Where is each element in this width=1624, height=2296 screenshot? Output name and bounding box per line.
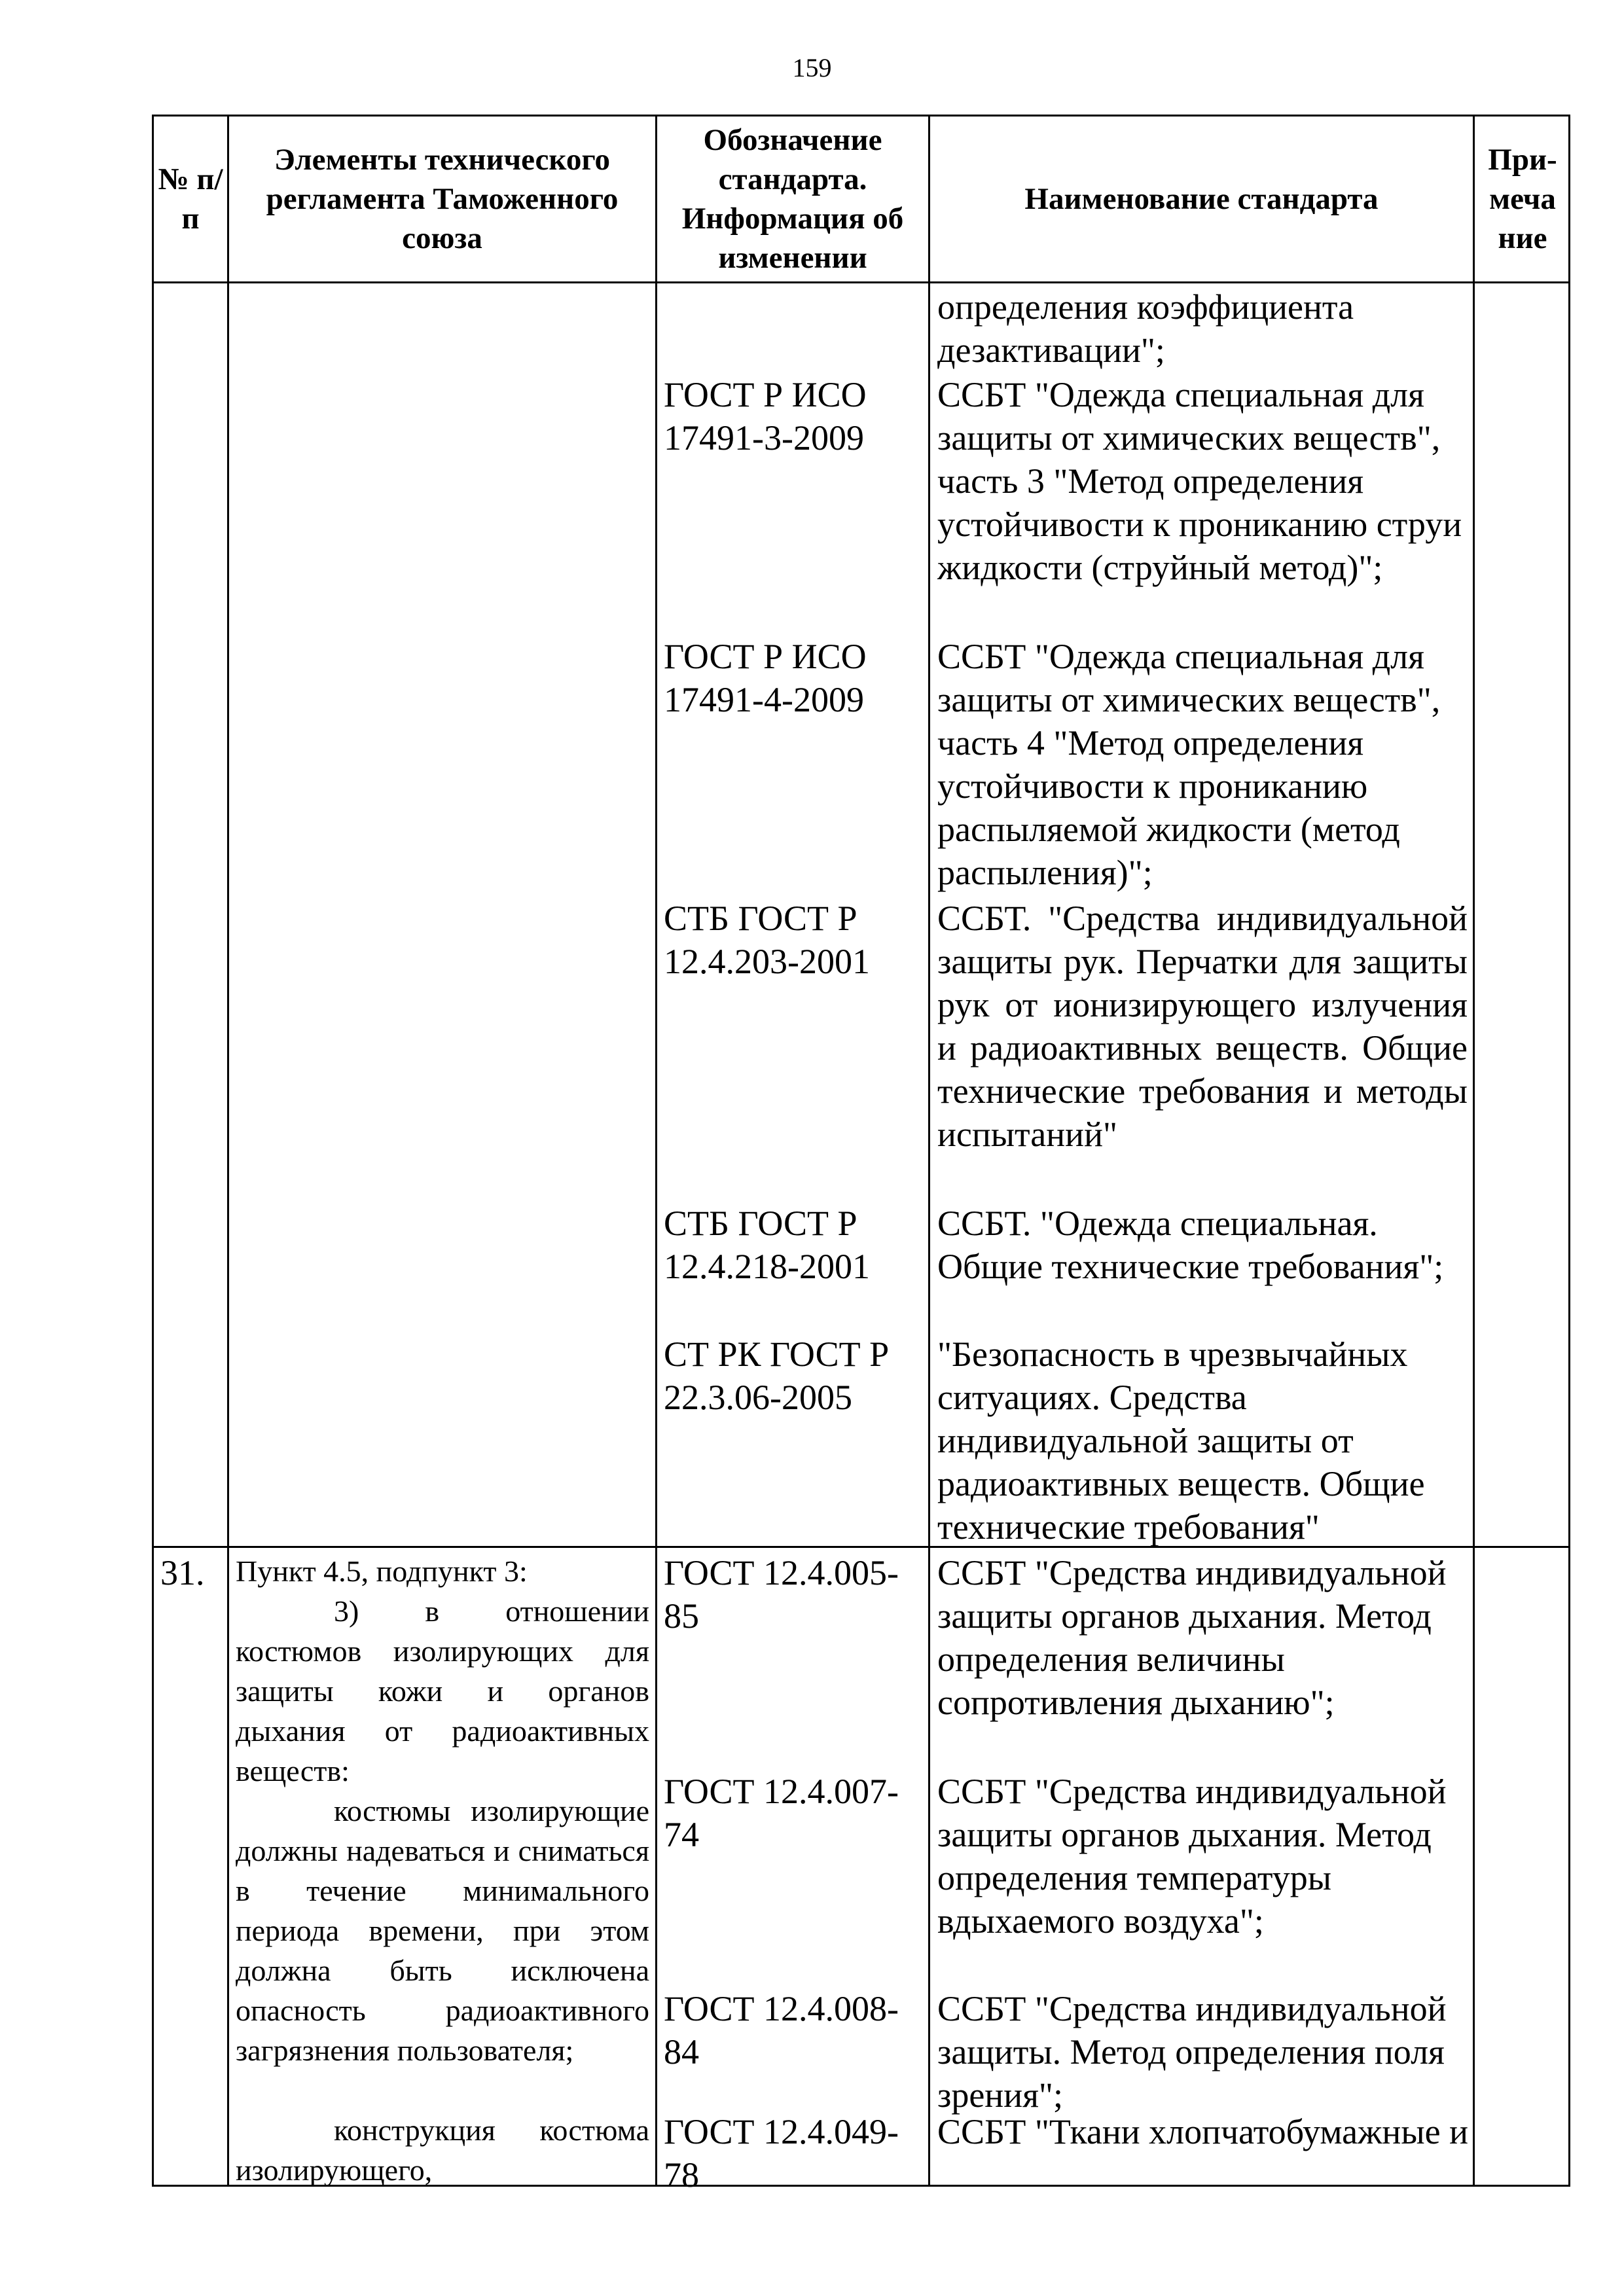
std-name: "Безопасность в чрезвычайных ситуациях. Средства индивидуальной защиты от радиоактивных веществ. Общие технические требования" [937, 1335, 1425, 1547]
std-code: ГОСТ Р ИСО 17491-4-2009 [664, 637, 867, 719]
std-name: ССБТ "Одежда специальная для защиты от химических веществ", часть 3 "Метод определения устойчивости к прониканию струи жидкости (струйный метод)"; [937, 375, 1462, 587]
header-elements: Элементы технического регламента Таможенного союза [266, 143, 619, 255]
page-number: 159 [792, 53, 832, 82]
std-name: ССБТ. "Одежда специальная. Общие технические требования"; [937, 1204, 1444, 1286]
col-divider [655, 117, 657, 2185]
std-code: ГОСТ 12.4.049-78 [664, 2112, 899, 2195]
std-name-continued: определения коэффициента дезактивации"; [937, 287, 1354, 370]
header-divider [154, 281, 1568, 283]
regulation-text: костюмы изолирующие должны надеваться и сниматься в течение минимального периода времени, при этом должна быть исключена опасность радиоактивного загрязнения пользователя; [236, 1794, 649, 2067]
std-code: ГОСТ 12.4.007-74 [664, 1772, 899, 1854]
col-divider [1473, 117, 1475, 2185]
std-code: ГОСТ Р ИСО 17491-3-2009 [664, 375, 867, 457]
header-name: Наименование стандарта [1024, 182, 1379, 216]
std-name: ССБТ "Средства индивидуальной защиты. Метод определения поля зрения"; [937, 1989, 1447, 2115]
std-name: ССБТ "Средства индивидуальной защиты органов дыхания. Метод определения температуры вдыхаемого воздуха"; [937, 1772, 1447, 1941]
std-name: ССБТ "Средства индивидуальной защиты органов дыхания. Метод определения величины сопротивления дыханию"; [937, 1553, 1447, 1722]
header-designation: Обозначение стандарта. Информация об изменении [681, 123, 904, 275]
col-divider [227, 117, 229, 2185]
std-code: СТ РК ГОСТ Р 22.3.06-2005 [664, 1335, 890, 1417]
regulation-text: 3) в отношении костюмов изолирующих для защиты кожи и органов дыхания от радиоактивных веществ: [236, 1594, 649, 1787]
header-note: При- меча ние [1488, 143, 1557, 255]
std-code: СТБ ГОСТ Р 12.4.203-2001 [664, 899, 870, 981]
col-divider [928, 117, 930, 2185]
std-code: ГОСТ 12.4.005-85 [664, 1553, 899, 1636]
std-name: ССБТ. "Средства индивидуальной защиты рук. Перчатки для защиты рук от ионизирующего излучения и радиоактивных веществ. Общие технические требования и методы испытаний" [937, 899, 1468, 1154]
regulation-text: конструкция костюма изолирующего, [236, 2113, 649, 2187]
std-code: СТБ ГОСТ Р 12.4.218-2001 [664, 1204, 870, 1286]
row-number: 31. [160, 1553, 205, 1592]
standards-table [152, 115, 1570, 2195]
std-code: ГОСТ 12.4.008-84 [664, 1989, 899, 2072]
regulation-clause: Пункт 4.5, подпункт 3: [236, 1554, 528, 1588]
std-name: ССБТ "Одежда специальная для защиты от химических веществ", часть 4 "Метод определения устойчивости к прониканию распыляемой жидкости (метод распыления)"; [937, 637, 1441, 892]
std-name: ССБТ "Ткани хлопчатобумажные и [937, 2112, 1468, 2151]
header-num: № п/п [158, 162, 223, 236]
